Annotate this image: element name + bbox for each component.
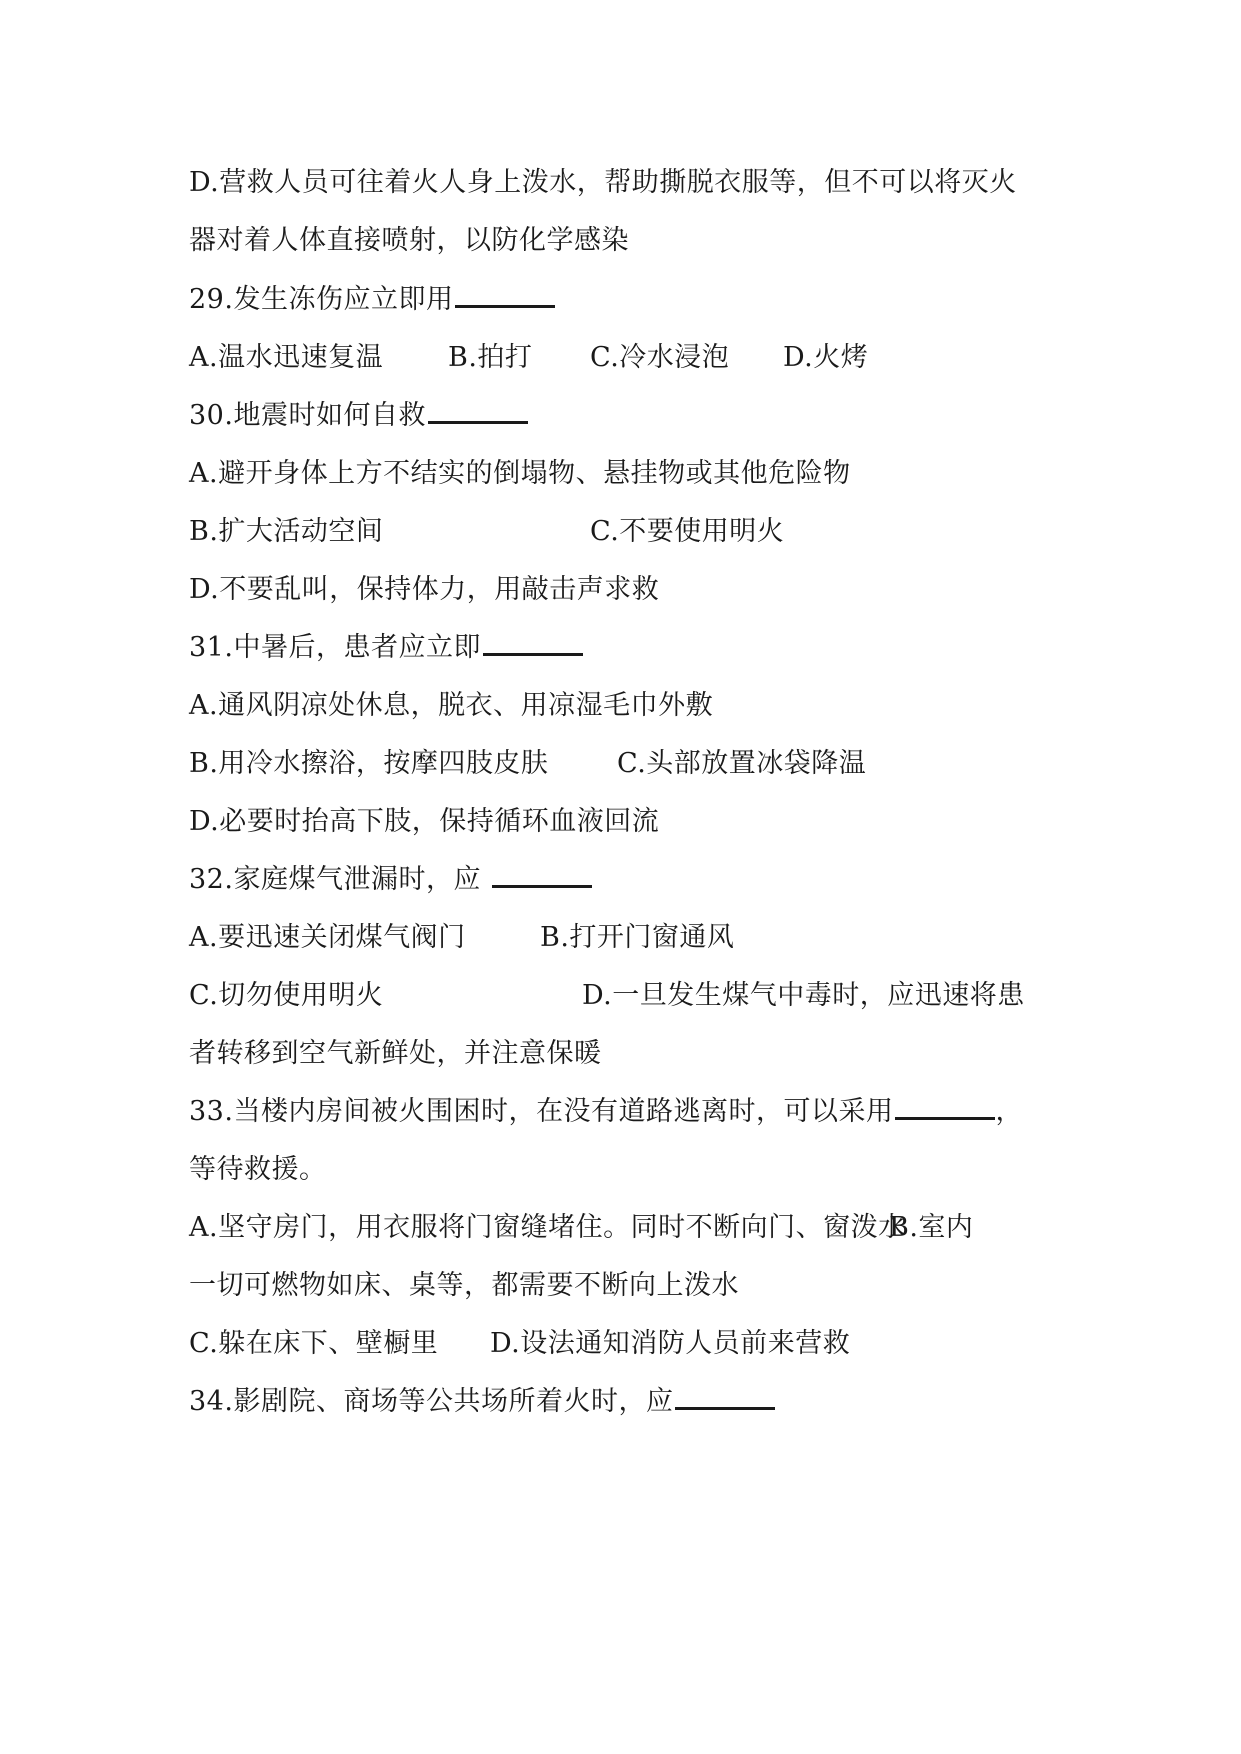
option-b: B.室内 <box>889 1212 974 1243</box>
answer-blank <box>455 281 555 308</box>
option-text: 一切可燃物如床、桌等，都需要不断向上泼水 <box>189 1270 739 1301</box>
option-c: C.冷水浸泡 <box>590 342 730 373</box>
question-30-option-a <box>189 454 851 494</box>
option-c: C.头部放置冰袋降温 <box>617 748 867 779</box>
question-34 <box>189 1382 775 1422</box>
option-c: C.切勿使用明火 <box>189 980 384 1011</box>
question-31-option-d <box>189 802 659 842</box>
answer-blank <box>492 861 592 888</box>
option-a: A.坚守房门，用衣服将门窗缝堵住。同时不断向门、窗泼水 <box>189 1212 906 1243</box>
option-a: A.要迅速关闭煤气阀门 <box>189 922 466 953</box>
question-text: 30.地震时如何自救 <box>189 400 426 431</box>
question-text: 33.当楼内房间被火围困时，在没有道路逃离时，可以采用 <box>189 1096 894 1127</box>
option-b: B.扩大活动空间 <box>189 516 384 547</box>
answer-blank <box>895 1093 995 1120</box>
question-text: 29.发生冻伤应立即用 <box>189 284 454 315</box>
question-33-line-2 <box>189 1150 327 1190</box>
answer-blank <box>428 397 528 424</box>
answer-blank <box>675 1383 775 1410</box>
question-31-option-a <box>189 686 713 726</box>
option-b: B.拍打 <box>448 342 533 373</box>
option-c: C.不要使用明火 <box>590 516 785 547</box>
option-text: 者转移到空气新鲜处，并注意保暖 <box>189 1038 602 1069</box>
question-30-option-d <box>189 570 659 610</box>
option-d: D.设法通知消防人员前来营救 <box>490 1328 851 1359</box>
question-28-option-d-line-2 <box>189 221 629 261</box>
question-text-tail: ， <box>995 1096 1023 1127</box>
option-text: A.通风阴凉处休息，脱衣、用凉湿毛巾外敷 <box>189 690 714 721</box>
question-text: 32.家庭煤气泄漏时，应 <box>189 864 491 895</box>
option-d: D.一旦发生煤气中毒时，应迅速将患 <box>582 980 1025 1011</box>
option-text: D.营救人员可往着火人身上泼水，帮助撕脱衣服等，但不可以将灭火 <box>189 167 1017 198</box>
option-text: D.不要乱叫，保持体力，用敲击声求救 <box>189 574 660 605</box>
question-32-option-d-line-2 <box>189 1034 602 1074</box>
question-text: 34.影剧院、商场等公共场所着火时，应 <box>189 1386 674 1417</box>
answer-blank <box>483 629 583 656</box>
question-32 <box>189 860 592 900</box>
option-b: B.打开门窗通风 <box>540 922 735 953</box>
option-text: A.避开身体上方不结实的倒塌物、悬挂物或其他危险物 <box>189 458 851 489</box>
question-text: 等待救援。 <box>189 1154 327 1185</box>
option-b: B.用冷水擦浴，按摩四肢皮肤 <box>189 748 549 779</box>
option-c: C.躲在床下、壁橱里 <box>189 1328 439 1359</box>
option-a: A.温水迅速复温 <box>189 342 384 373</box>
option-text: 器对着人体直接喷射，以防化学感染 <box>189 225 629 256</box>
question-30 <box>189 396 528 436</box>
option-text: D.必要时抬高下肢，保持循环血液回流 <box>189 806 660 837</box>
option-d: D.火烤 <box>783 342 869 373</box>
question-31 <box>189 628 583 668</box>
question-text: 31.中暑后，患者应立即 <box>189 632 481 663</box>
question-33-option-b-line-2 <box>189 1266 739 1306</box>
question-29 <box>189 280 555 320</box>
question-33-line-1 <box>189 1092 1023 1132</box>
question-28-option-d-line-1 <box>189 163 1017 203</box>
